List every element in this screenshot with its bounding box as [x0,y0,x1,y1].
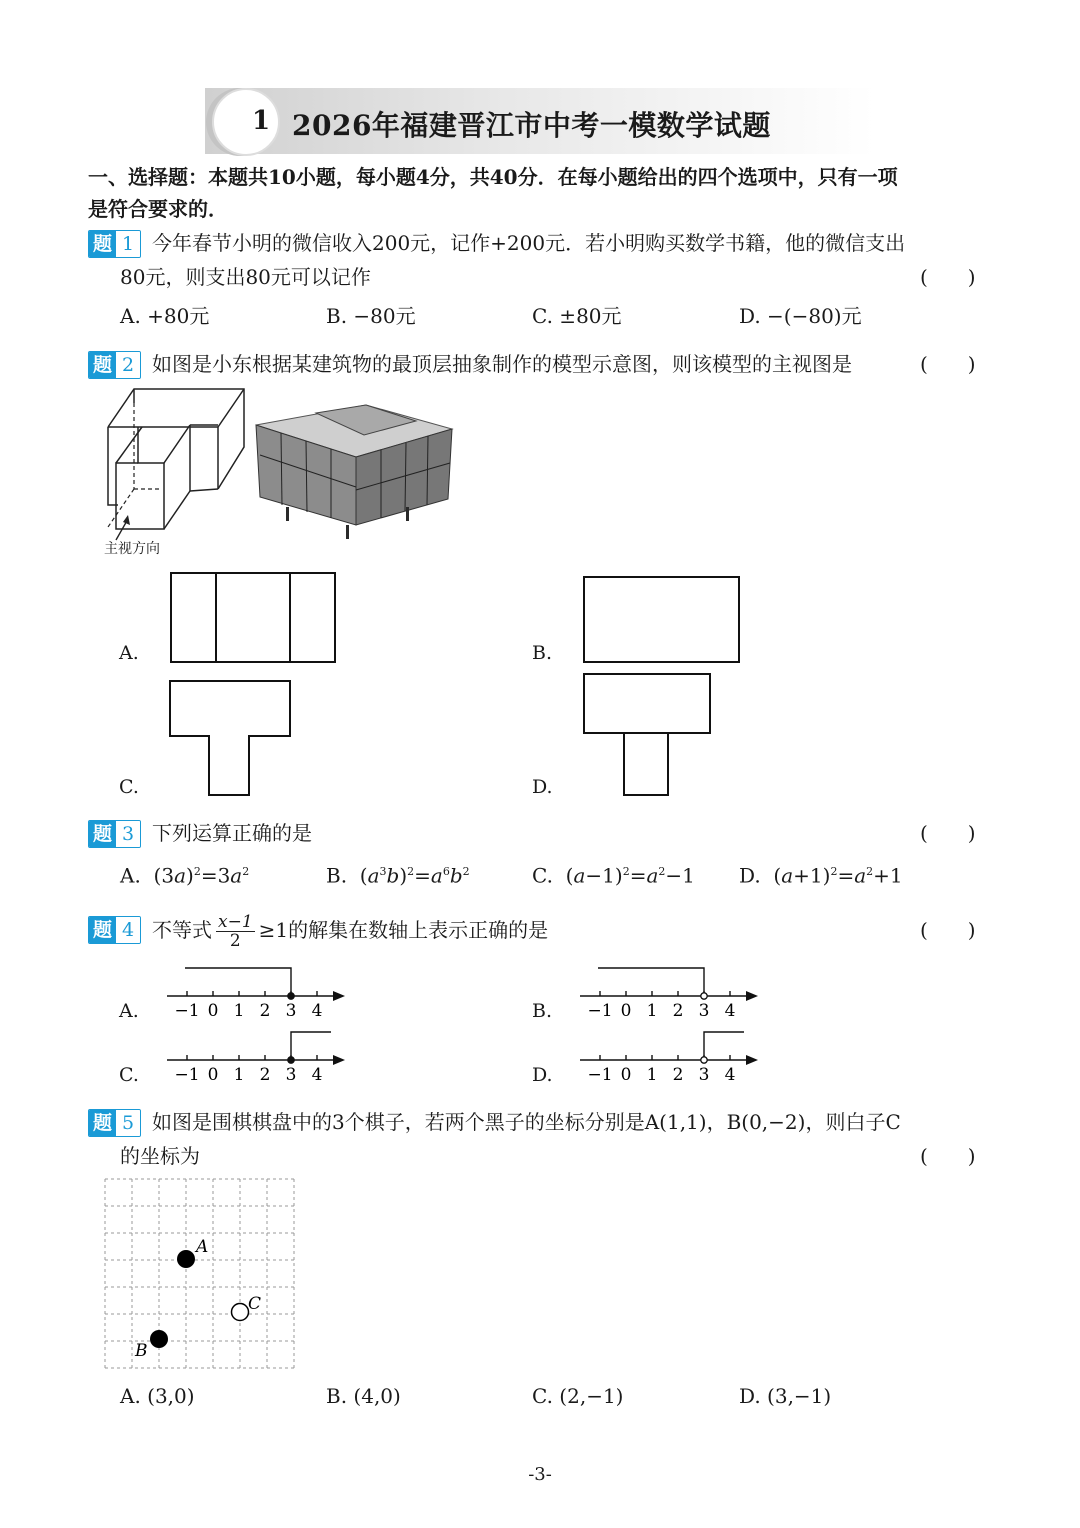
tick-label: 0 [620,1065,632,1085]
q3-option-b: B. $(a^3b)^2=a^6b^2$ [326,863,470,888]
point-label-a: A [196,1237,209,1257]
q1-text-line1: 今年春节小明的微信收入200元，记作+200元．若小明购买数学书籍，他的微信支出 [152,231,906,255]
q5-option-d: D. (3,−1) [739,1384,832,1408]
tick-label: −1 [174,1001,200,1021]
q4-answer-paren: ( ) [920,918,976,942]
solution-ray [598,968,704,996]
tick-label: 4 [724,1001,736,1021]
q4-label-a: A. [119,1000,139,1022]
question-tag-5: 题 5 [88,1109,141,1137]
q2-label-c: C. [119,776,139,798]
q2-option-a-figure [170,572,337,664]
q2-label-a: A. [119,642,139,664]
tick-label: −1 [174,1065,200,1085]
go-board-figure [104,1178,300,1370]
tick-label: 0 [207,1001,219,1021]
tick-label: 3 [698,1001,710,1021]
view-direction-label: 主视方向 [104,541,160,557]
tick-label: 3 [285,1001,297,1021]
tick-label: 1 [646,1065,658,1085]
solution-ray [704,1032,744,1060]
question-tag-3: 题 3 [88,820,141,848]
tick-label: 4 [724,1065,736,1085]
tick-label: 1 [233,1065,245,1085]
q5-option-c: C. (2,−1) [532,1384,624,1408]
tick-label: 2 [259,1065,271,1085]
tick-label: −1 [587,1065,613,1085]
q4-label-d: D. [532,1064,553,1086]
tick-label: 4 [311,1065,323,1085]
q2-option-c-figure [169,680,293,798]
endpoint-dot [701,993,707,999]
page-number: -3- [528,1464,552,1485]
q4-fraction: $\frac{x-1}{2}$ [218,912,253,951]
stone-c [232,1304,249,1321]
solution-ray [185,968,291,996]
axis-arrow [333,1055,345,1065]
tick-label: 2 [672,1001,684,1021]
q5-text-line2: 的坐标为 [120,1144,200,1168]
q5-option-b: B. (4,0) [326,1384,401,1408]
tick-label: 0 [207,1065,219,1085]
tick-label: 3 [285,1065,297,1085]
tick-label: −1 [587,1001,613,1021]
q4-text: 不等式 $\frac{x-1}{2}$ ≥1的解集在数轴上表示正确的是 [152,912,549,951]
q2-option-b-figure [583,576,741,664]
q3-option-a: A. $(3a)^2=3a^2$ [120,863,250,888]
q2-label-b: B. [532,642,553,664]
question-tag-1: 题 1 [88,230,141,258]
q4-number-line-a [165,962,350,1022]
section-heading-line1: 一、选择题：本题共10小题，每小题4分，共40分．在每小题给出的四个选项中，只有一项 [88,165,898,189]
point-label-b: B [135,1341,148,1361]
q3-text: 下列运算正确的是 [152,821,312,845]
q3-option-c: C. $(a-1)^2=a^2-1$ [532,863,695,888]
q4-label-c: C. [119,1064,139,1086]
tick-label: 0 [620,1001,632,1021]
question-tag-2: 题 2 [88,351,141,379]
tick-label: 4 [311,1001,323,1021]
page-title: 2026年福建晋江市中考一模数学试题 [292,109,771,142]
q3-option-d: D. $(a+1)^2=a^2+1$ [739,863,903,888]
tick-label: 3 [698,1065,710,1085]
q1-option-c: C. ±80元 [532,304,622,328]
stone-a [177,1250,195,1268]
endpoint-dot [288,993,294,999]
q4-number-line-d [578,1026,763,1086]
q4-label-b: B. [532,1000,553,1022]
question-tag-4: 题 4 [88,916,141,944]
tick-label: 2 [672,1065,684,1085]
tick-label: 1 [646,1001,658,1021]
q1-answer-paren: ( ) [920,265,976,289]
section-heading-line2: 是符合要求的． [88,197,228,221]
point-label-c: C [248,1294,262,1314]
q3-answer-paren: ( ) [920,821,976,845]
tick-label: 1 [233,1001,245,1021]
q5-option-a: A. (3,0) [120,1384,195,1408]
endpoint-dot [701,1057,707,1063]
q2-option-d-figure [583,673,713,798]
axis-arrow [746,991,758,1001]
q1-option-b: B. −80元 [326,304,416,328]
axis-arrow [746,1055,758,1065]
q5-text-line1: 如图是围棋棋盘中的3个棋子，若两个黑子的坐标分别是A(1,1)，B(0,−2)，则白子C [152,1110,901,1134]
tick-label: 2 [259,1001,271,1021]
building-photo [256,395,452,540]
stone-b [150,1330,168,1348]
q1-option-d: D. −(−80)元 [739,304,862,328]
q2-text: 如图是小东根据某建筑物的最顶层抽象制作的模型示意图，则该模型的主视图是 [152,352,852,376]
q2-answer-paren: ( ) [920,352,976,376]
q2-label-d: D. [532,776,553,798]
q4-number-line-c [165,1026,350,1086]
solution-ray [291,1032,331,1060]
title-number: 1 [252,106,271,136]
q1-text-line2: 80元，则支出80元可以记作 [120,265,371,289]
q4-number-line-b [578,962,763,1022]
q5-answer-paren: ( ) [920,1144,976,1168]
axis-arrow [333,991,345,1001]
q1-option-a: A. +80元 [120,304,210,328]
endpoint-dot [288,1057,294,1063]
